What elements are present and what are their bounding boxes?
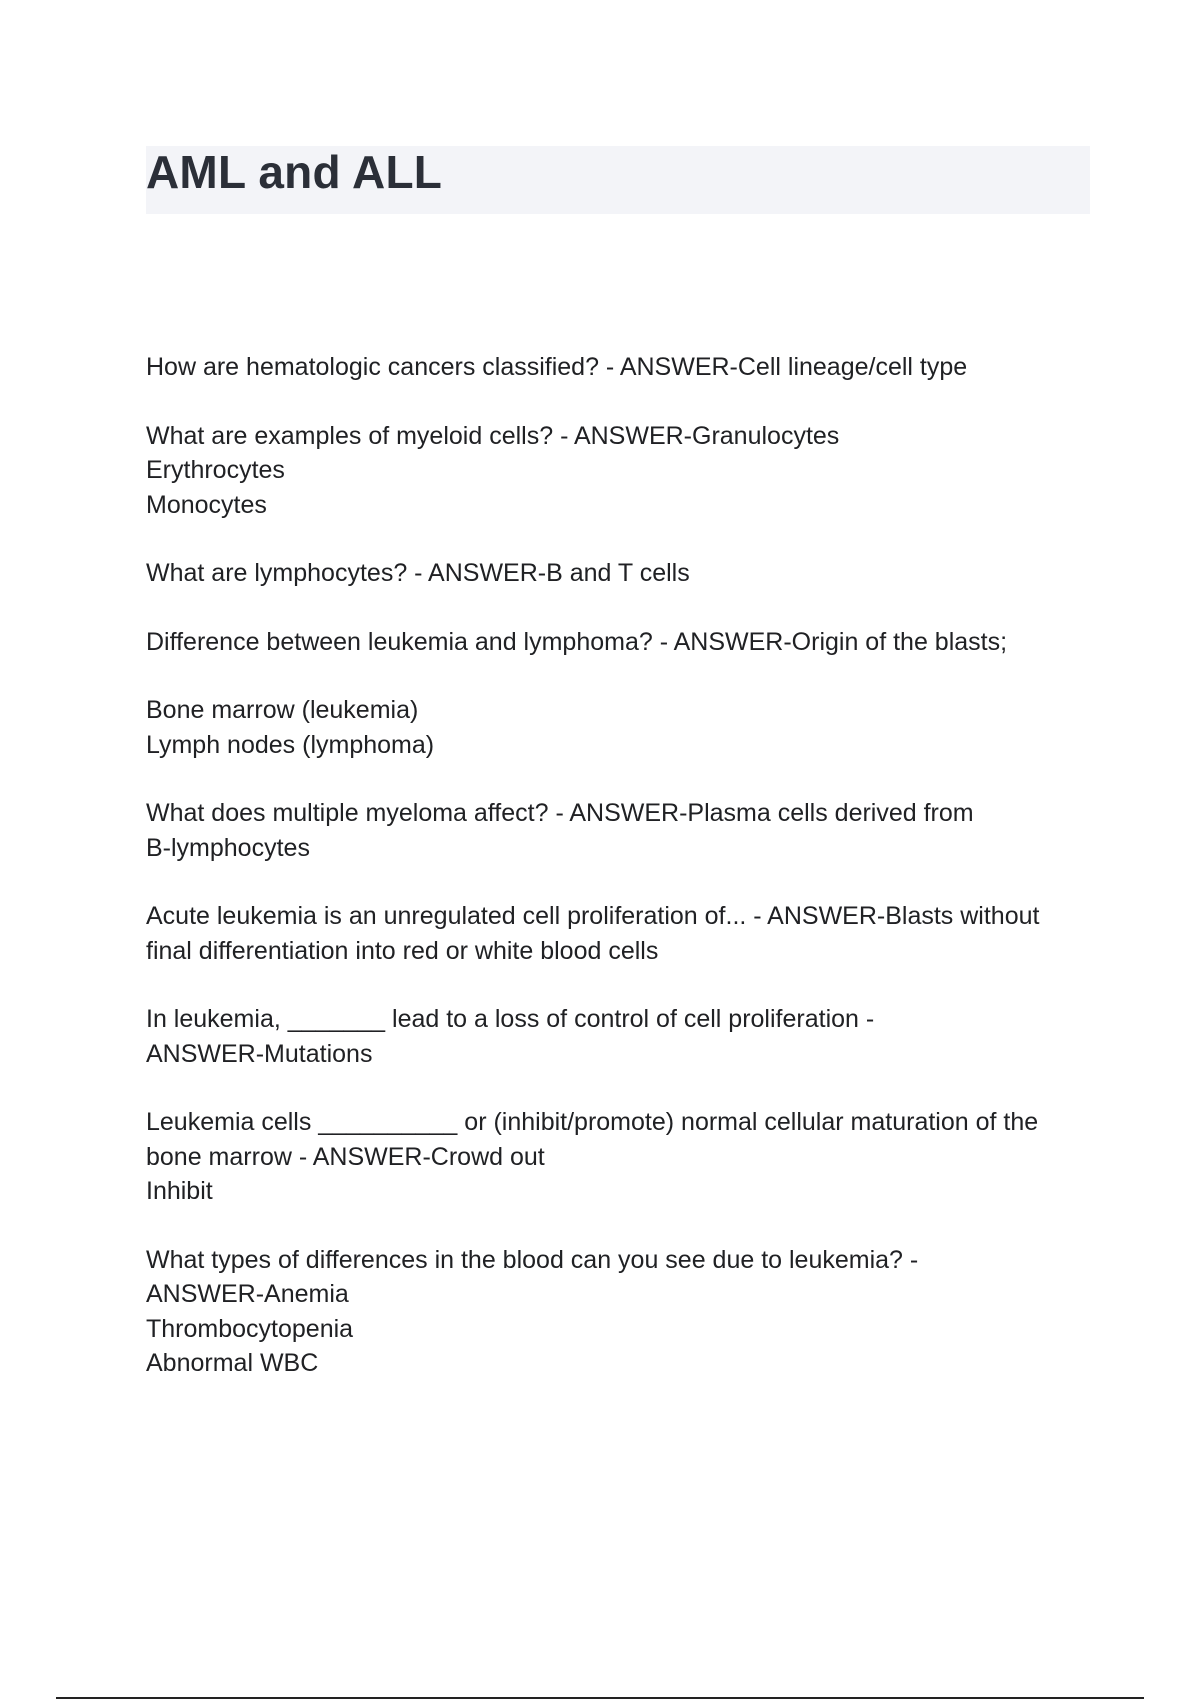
qa-paragraph	[146, 625, 1096, 660]
text-line: Leukemia cells __________ or (inhibit/promote) normal cellular maturation of the	[146, 1108, 1039, 1136]
footer-divider	[56, 1697, 1144, 1699]
text-line: Difference between leukemia and lymphoma? - ANSWER-Origin of the blasts;	[146, 627, 1008, 656]
text-line: Lymph nodes (lymphoma)	[146, 730, 435, 759]
text-line: Abnormal WBC	[146, 1349, 319, 1377]
text-line: final differentiation into red or white blood cells	[146, 936, 659, 965]
qa-paragraph	[146, 419, 1096, 523]
text-line: What are examples of myeloid cells? - ANSWER-Granulocytes	[146, 421, 840, 450]
text-line: B-lymphocytes	[146, 833, 310, 862]
text-line: Erythrocytes	[146, 456, 285, 484]
text-line: What types of differences in the blood can you see due to leukemia? -	[146, 1245, 919, 1274]
text-line: Bone marrow (leukemia)	[146, 696, 419, 724]
text-line: ANSWER-Mutations	[146, 1039, 373, 1068]
text-line: Thrombocytopenia	[146, 1314, 354, 1343]
qa-paragraph	[146, 693, 1096, 762]
qa-paragraph	[146, 796, 1096, 865]
text-line: How are hematologic cancers classified? - ANSWER-Cell lineage/cell type	[146, 353, 968, 381]
qa-paragraph	[146, 899, 1096, 968]
text-line: Monocytes	[146, 490, 267, 519]
qa-paragraph	[146, 556, 1096, 591]
qa-paragraph	[146, 1002, 1096, 1071]
text-line: ANSWER-Anemia	[146, 1280, 349, 1308]
page-title: AML and ALL	[146, 146, 443, 198]
qa-paragraph	[146, 1243, 1096, 1381]
text-line: In leukemia, _______ lead to a loss of control of cell proliferation -	[146, 1005, 875, 1033]
qa-paragraph	[146, 1105, 1096, 1209]
text-line: What are lymphocytes? - ANSWER-B and T cells	[146, 559, 690, 587]
text-line: Inhibit	[146, 1177, 213, 1205]
text-line: What does multiple myeloma affect? - ANSWER-Plasma cells derived from	[146, 799, 974, 827]
qa-content	[146, 350, 1096, 1415]
text-line: bone marrow - ANSWER-Crowd out	[146, 1142, 545, 1171]
text-line: Acute leukemia is an unregulated cell proliferation of... - ANSWER-Blasts without	[146, 902, 1040, 930]
qa-paragraph	[146, 350, 1096, 385]
